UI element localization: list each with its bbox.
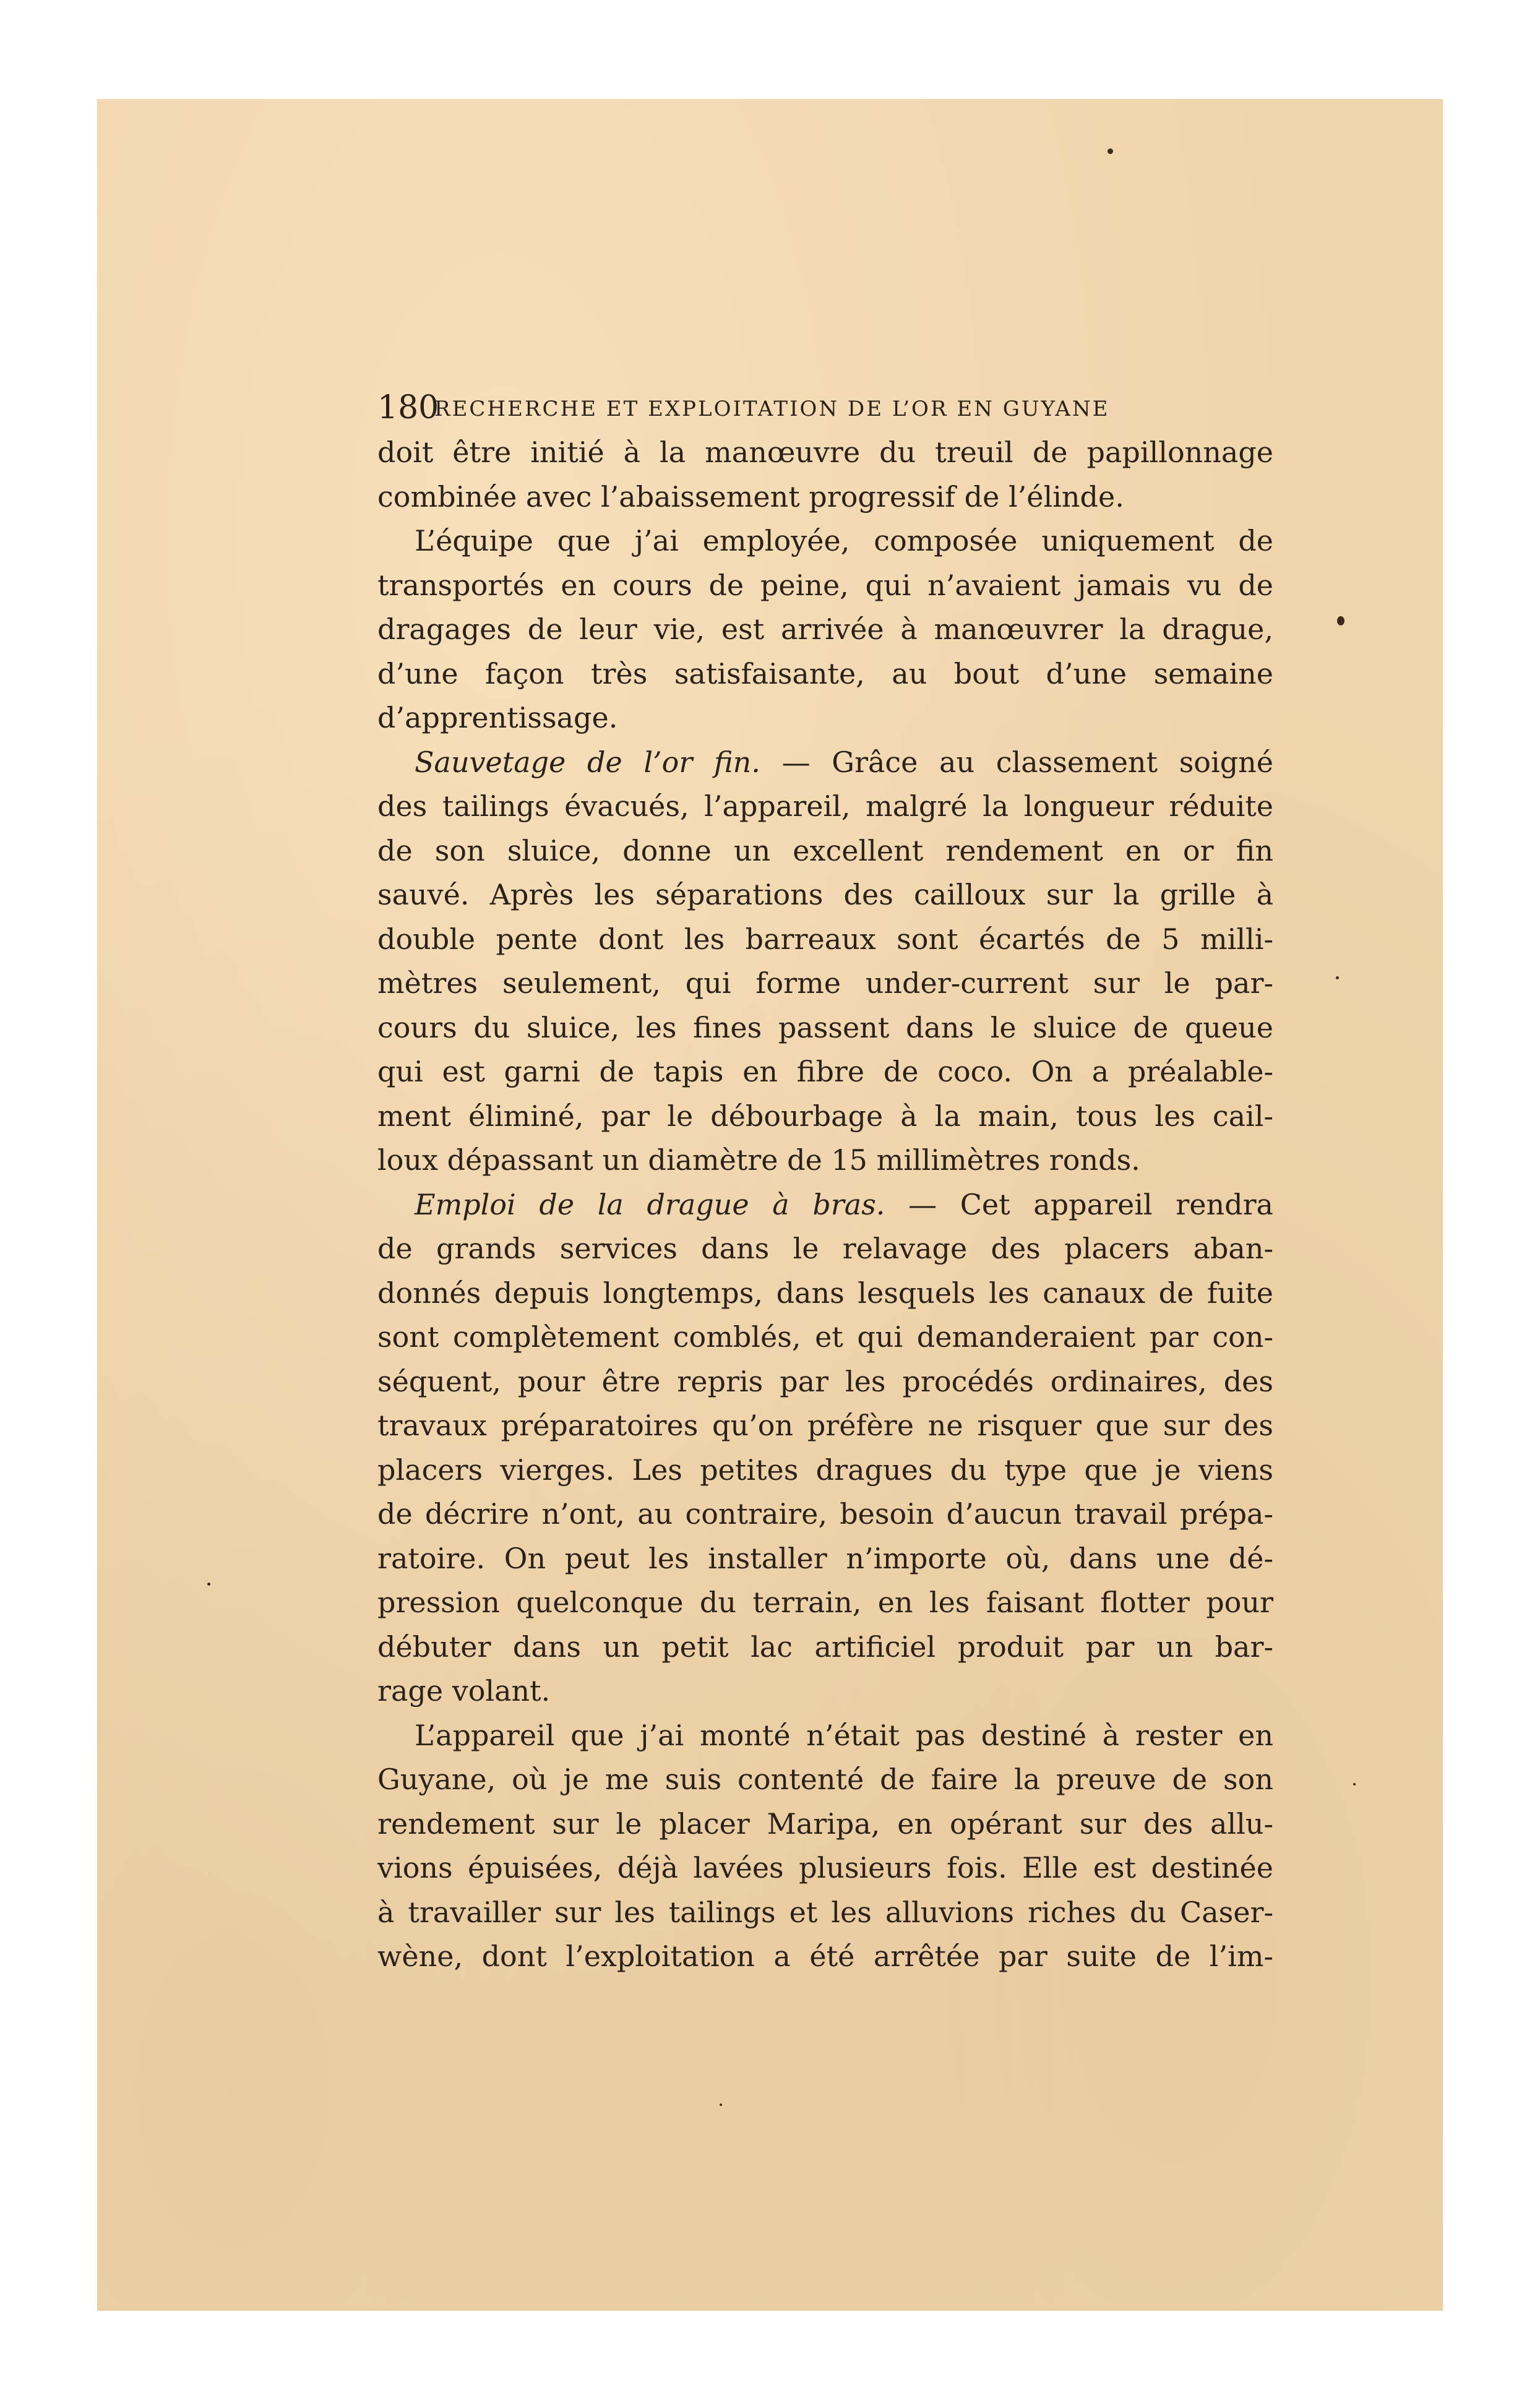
ink-speck (720, 2103, 722, 2106)
text-line: rendement sur le placer Maripa, en opérant sur des allu- (377, 1807, 1273, 1841)
text-line: de son sluice, donne un excellent rendement en or fin (377, 833, 1273, 867)
text-line: des tailings évacués, l’appareil, malgré la longueur réduite (377, 789, 1273, 823)
text-line: doit être initié à la manœuvre du treuil de papillonnage (377, 436, 1273, 469)
text-line: vions épuisées, déjà lavées plusieurs fois. Elle est destinée (377, 1851, 1273, 1884)
text-line: pression quelconque du terrain, en les faisant flotter pour (377, 1586, 1273, 1619)
text-line: donnés depuis longtemps, dans lesquels les canaux de fuite (377, 1276, 1273, 1310)
page-number: 180 (377, 389, 439, 426)
text-line: d’une façon très satisfaisante, au bout d’une semaine (377, 656, 1273, 690)
text-line-rest: — Cet appareil rendra (908, 1187, 1273, 1221)
text-line: ment éliminé, par le débourbage à la main, tous les cail- (377, 1099, 1273, 1133)
text-line: à travailler sur les tailings et les alluvions riches du Caser- (377, 1895, 1273, 1929)
text-line: séquent, pour être repris par les procédés ordinaires, des (377, 1364, 1273, 1398)
ink-speck (1108, 148, 1113, 154)
text-line: d’apprentissage. (377, 701, 618, 734)
text-line: L’appareil que j’ai monté n’était pas destiné à rester en (415, 1718, 1273, 1752)
section-heading-sauvetage: Sauvetage de l’or fin. (415, 745, 760, 779)
text-line: rage volant. (377, 1674, 551, 1708)
text-line (377, 1183, 1273, 1227)
text-line: sont complètement comblés, et qui demanderaient par con- (377, 1320, 1273, 1354)
section-heading-emploi: Emploi de la drague à bras. (415, 1187, 885, 1221)
text-line: transportés en cours de peine, qui n’avaient jamais vu de (377, 568, 1273, 602)
running-head (377, 387, 1273, 428)
text-line: de grands services dans le relavage des placers aban- (377, 1232, 1273, 1265)
ink-speck (1336, 976, 1339, 979)
running-head-title: RECHERCHE ET EXPLOITATION DE L’OR EN GUYANE (434, 397, 1110, 421)
text-line-rest: — Grâce au classement soigné (781, 745, 1273, 779)
text-line: qui est garni de tapis en fibre de coco. On a préalable- (377, 1055, 1273, 1088)
ink-speck (1337, 616, 1344, 625)
text-line: double pente dont les barreaux sont écartés de 5 milli- (377, 922, 1273, 956)
text-line: mètres seulement, qui forme under-current sur le par- (377, 966, 1273, 1000)
text-line: L’équipe que j’ai employée, composée uniquement de (415, 524, 1273, 557)
page-content (377, 387, 1273, 1979)
text-line: combinée avec l’abaissement progressif de l’élinde. (377, 479, 1124, 513)
text-line: de décrire n’ont, au contraire, besoin d’aucun travail prépa- (377, 1497, 1273, 1531)
text-line: débuter dans un petit lac artificiel produit par un bar- (377, 1630, 1273, 1664)
text-line: loux dépassant un diamètre de 15 millimètres ronds. (377, 1143, 1140, 1177)
text-line: wène, dont l’exploitation a été arrêtée par suite de l’im- (377, 1940, 1273, 1973)
text-line: travaux préparatoires qu’on préfère ne risquer que sur des (377, 1409, 1273, 1442)
text-line: cours du sluice, les fines passent dans le sluice de queue (377, 1010, 1273, 1044)
text-line: ratoire. On peut les installer n’importe où, dans une dé- (377, 1541, 1273, 1575)
text-line: dragages de leur vie, est arrivée à manœuvrer la drague, (377, 612, 1273, 646)
body-text (377, 431, 1273, 1979)
text-line (377, 741, 1273, 785)
text-line: Guyane, où je me suis contenté de faire la preuve de son (377, 1763, 1273, 1796)
text-line: placers vierges. Les petites dragues du type que je viens (377, 1453, 1273, 1487)
ink-speck (1353, 1783, 1356, 1785)
text-line: sauvé. Après les séparations des cailloux sur la grille à (377, 878, 1273, 911)
ink-speck (207, 1583, 210, 1586)
